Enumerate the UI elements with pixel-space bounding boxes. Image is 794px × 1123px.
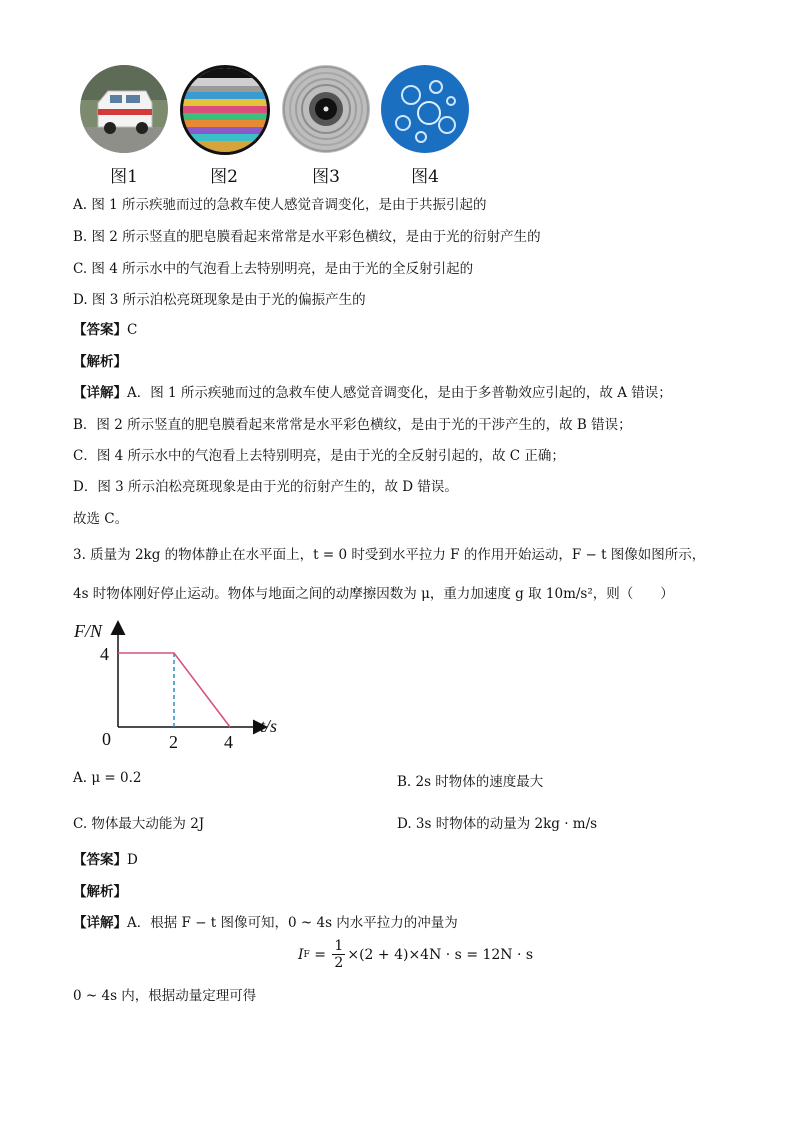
fraction-numerator: 1 — [334, 938, 344, 954]
formula-eq: = — [309, 946, 331, 963]
answer-value: D — [127, 852, 138, 868]
ambulance-photo — [80, 65, 168, 153]
q2-analysis-label: 【解析】 — [73, 354, 127, 370]
q2-option-c: C. 图 4 所示水中的气泡看上去特别明亮，是由于光的全反射引起的 — [73, 261, 474, 277]
q3-option-d: D. 3s 时物体的动量为 2kg · m/s — [397, 816, 598, 832]
x-tick-0: 0 — [102, 729, 111, 749]
y-axis-label: F/N — [74, 621, 103, 641]
explanation-text: A．图 1 所示疾驰而过的急救车使人感觉音调变化，是由于多普勒效应引起的，故 A 错误； — [127, 385, 672, 401]
q3-analysis-label: 【解析】 — [73, 884, 127, 900]
q3-stem-line1: 3. 质量为 2kg 的物体静止在水平面上，t = 0 时受到水平拉力 F 的作用开始运动，F − t 图像如图所示， — [73, 547, 706, 563]
q2-explanation-d: D．图 3 所示泊松亮斑现象是由于光的衍射产生的，故 D 错误。 — [73, 479, 458, 495]
q2-option-b: B. 图 2 所示竖直的肥皂膜看起来常常是水平彩色横纹，是由于光的衍射产生的 — [73, 229, 541, 245]
q3-stem-line2: 4s 时物体刚好停止运动。物体与地面之间的动摩擦因数为 μ，重力加速度 g 取 10m/s²，则（ ） — [73, 586, 674, 602]
fraction-denominator: 2 — [334, 955, 344, 972]
y-tick-4: 4 — [100, 644, 109, 664]
impulse-formula — [298, 938, 533, 971]
formula-lhs: I — [298, 946, 304, 963]
q3-option-a: A. μ = 0.2 — [73, 770, 142, 786]
poisson-spot-photo — [282, 65, 370, 153]
figure-caption-4: 图4 — [411, 167, 439, 187]
answer-value: C — [127, 322, 138, 338]
q2-conclusion: 故选 C。 — [73, 511, 129, 527]
q3-option-b: B. 2s 时物体的速度最大 — [397, 774, 544, 790]
answer-label: 【答案】 — [73, 852, 127, 868]
q2-option-d: D. 图 3 所示泊松亮斑现象是由于光的偏振产生的 — [73, 292, 366, 308]
answer-label: 【答案】 — [73, 322, 127, 338]
detail-label: 【详解】 — [73, 915, 127, 931]
q3-option-c: C. 物体最大动能为 2J — [73, 816, 205, 832]
q2-answer — [73, 318, 137, 338]
x-axis-label: t/s — [260, 716, 278, 736]
q3-detail — [73, 911, 458, 931]
formula-rhs: ×(2 + 4)×4N · s = 12N · s — [347, 946, 534, 963]
q2-explanation-a — [73, 381, 672, 401]
bubbles-photo — [381, 65, 469, 153]
x-tick-2: 2 — [169, 732, 178, 752]
figure-caption-1: 图1 — [110, 167, 138, 187]
q2-explanation-b: B．图 2 所示竖直的肥皂膜看起来常常是水平彩色横纹，是由于光的干涉产生的，故 B 错误； — [73, 417, 632, 433]
figure-caption-3: 图3 — [312, 167, 340, 187]
q3-answer — [73, 848, 138, 868]
force-time-chart — [70, 615, 290, 755]
formula-sub: F — [303, 949, 310, 960]
x-tick-4: 4 — [224, 732, 233, 752]
q2-option-a: A. 图 1 所示疾驰而过的急救车使人感觉音调变化，是由于共振引起的 — [73, 197, 487, 213]
soap-film-photo — [180, 65, 270, 155]
detail-label: 【详解】 — [73, 385, 127, 401]
formula-fraction — [332, 938, 345, 971]
figure-caption-2: 图2 — [210, 167, 238, 187]
q3-last-line: 0 ~ 4s 内，根据动量定理可得 — [73, 988, 257, 1004]
q2-explanation-c: C．图 4 所示水中的气泡看上去特别明亮，是由于光的全反射引起的，故 C 正确； — [73, 448, 565, 464]
detail-text: A．根据 F − t 图像可知，0 ~ 4s 内水平拉力的冲量为 — [127, 915, 458, 931]
